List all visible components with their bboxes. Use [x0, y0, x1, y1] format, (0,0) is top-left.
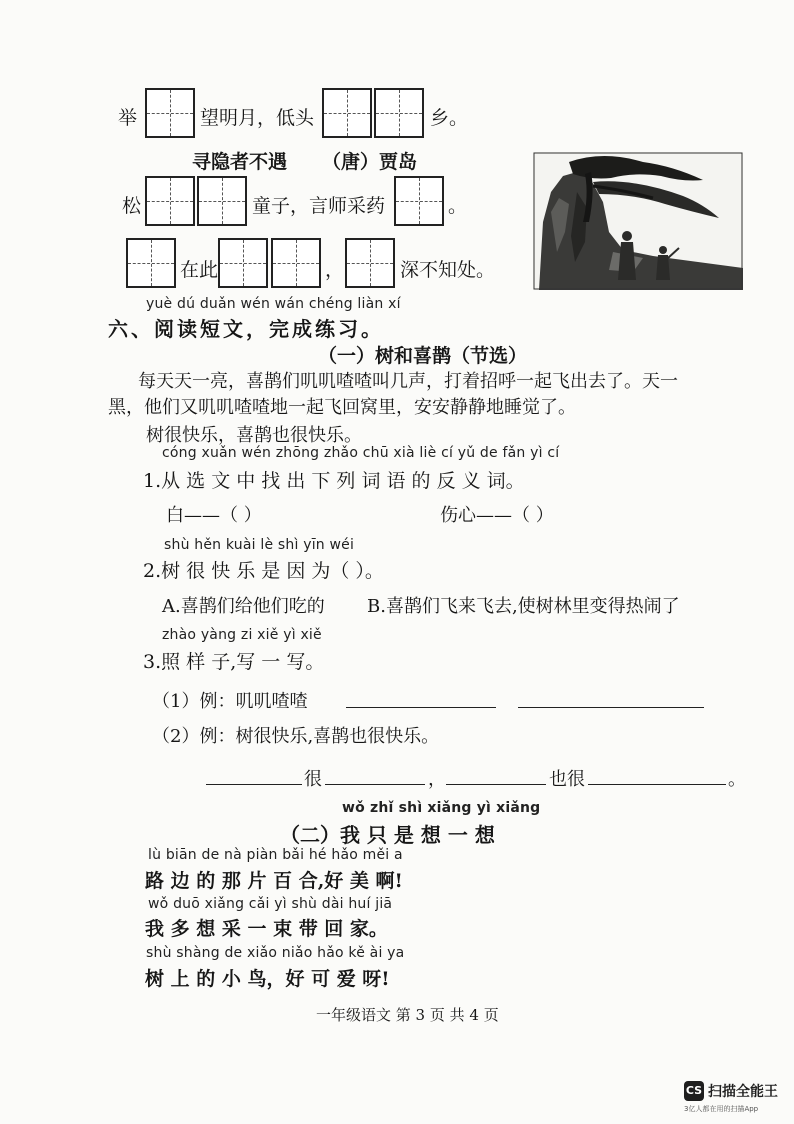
poem-line2-pinyin: wǒ duō xiǎng cǎi yì shù dài huí jiā — [148, 896, 393, 912]
passage1-para1: 每天天一亮，喜鹊们叽叽喳喳叫几声，打着招呼一起飞出去了。天一 — [138, 371, 678, 392]
q2-pinyin: shù hěn kuài lè shì yīn wéi — [164, 537, 355, 553]
answer-line[interactable] — [325, 784, 425, 785]
q1-text: 1.从 选 文 中 找 出 下 列 词 语 的 反 义 词。 — [143, 470, 525, 492]
writing-box[interactable] — [126, 238, 176, 288]
q2-option-b[interactable]: B.喜鹊们飞来飞去,使树林里变得热闹了 — [367, 596, 680, 617]
poem-illustration — [533, 152, 743, 290]
poem-prev-text-b: 望明月，低头 — [200, 107, 315, 129]
answer-line[interactable] — [588, 784, 726, 785]
poem-line1-text-b: 童子，言师采药 — [252, 195, 386, 217]
answer-line[interactable] — [446, 784, 546, 785]
poem-line1-pinyin: lù biān de nà piàn bǎi hé hǎo měi a — [148, 847, 403, 863]
poem-line1: 路 边 的 那 片 百 合,好 美 啊! — [145, 870, 403, 892]
poem-line3-pinyin: shù shàng de xiǎo niǎo hǎo kě ài ya — [146, 945, 405, 961]
poem-line2-text-b: ， — [325, 259, 345, 281]
poem-prev-text-c: 乡。 — [430, 107, 469, 129]
passage2-title-pinyin: wǒ zhǐ shì xiǎng yì xiǎng — [342, 800, 541, 816]
fill-end: 。 — [728, 769, 746, 790]
q3-pinyin: zhào yàng zi xiě yì xiě — [162, 627, 322, 643]
section-heading: 六、阅读短文，完成练习。 — [108, 317, 384, 341]
q1-pinyin: cóng xuǎn wén zhōng zhǎo chū xià liè cí yǔ de fǎn yì cí — [162, 445, 560, 461]
poem-line1-text-a: 松 — [122, 195, 142, 217]
answer-line[interactable] — [206, 784, 302, 785]
writing-box[interactable] — [345, 238, 395, 288]
fill-hen: 很 — [304, 769, 322, 790]
passage1-para3: 树很快乐，喜鹊也很快乐。 — [146, 425, 362, 446]
passage1-para2: 黑，他们又叽叽喳喳地一起飞回窝里，安安静静地睡觉了。 — [108, 397, 576, 418]
q3-text: 3.照 样 子,写 一 写。 — [143, 651, 325, 673]
q2-option-a[interactable]: A.喜鹊们给他们吃的 — [162, 596, 325, 617]
poem-line2-text-c: 深不知处。 — [400, 259, 496, 281]
answer-line[interactable] — [346, 707, 496, 708]
q1-answer-a[interactable]: 白——（ ） — [166, 505, 262, 526]
watermark-subtitle: 3亿人都在用的扫描App — [684, 1105, 759, 1113]
passage1-title: （一）树和喜鹊（节选） — [318, 345, 528, 367]
poem-line2: 我 多 想 采 一 束 带 回 家。 — [145, 918, 388, 940]
q2-text: 2.树 很 快 乐 是 因 为（ ）。 — [143, 560, 384, 582]
camscanner-logo-icon: CS — [684, 1081, 704, 1101]
poem-line3: 树 上 的 小 鸟，好 可 爱 呀! — [145, 968, 390, 990]
writing-box[interactable] — [271, 238, 321, 288]
writing-box[interactable] — [145, 176, 195, 226]
poem-line1-text-c: 。 — [448, 195, 468, 217]
writing-box[interactable] — [322, 88, 372, 138]
fill-yehen: 也很 — [549, 769, 585, 790]
writing-box[interactable] — [394, 176, 444, 226]
section-heading-pinyin: yuè dú duǎn wén wán chéng liàn xí — [146, 296, 401, 312]
poem-title: 寻隐者不遇 — [192, 151, 288, 173]
q1-answer-b[interactable]: 伤心——（ ） — [440, 505, 554, 526]
writing-box[interactable] — [197, 176, 247, 226]
q3-example1: （1）例：叽叽喳喳 — [152, 691, 308, 712]
poem-line2-text-a: 在此 — [180, 259, 219, 281]
fill-comma: ， — [428, 769, 446, 790]
page-footer: 一年级语文 第 3 页 共 4 页 — [316, 1006, 499, 1024]
writing-box[interactable] — [218, 238, 268, 288]
q3-example2: （2）例：树很快乐,喜鹊也很快乐。 — [152, 726, 440, 747]
poem-dynasty-author: （唐）贾岛 — [322, 151, 418, 173]
writing-box[interactable] — [145, 88, 195, 138]
passage2-title: （二）我 只 是 想 一 想 — [280, 823, 495, 847]
watermark-name: 扫描全能王 — [708, 1084, 778, 1100]
poem-prev-text-a: 举 — [118, 107, 138, 129]
answer-line[interactable] — [518, 707, 704, 708]
writing-box[interactable] — [374, 88, 424, 138]
